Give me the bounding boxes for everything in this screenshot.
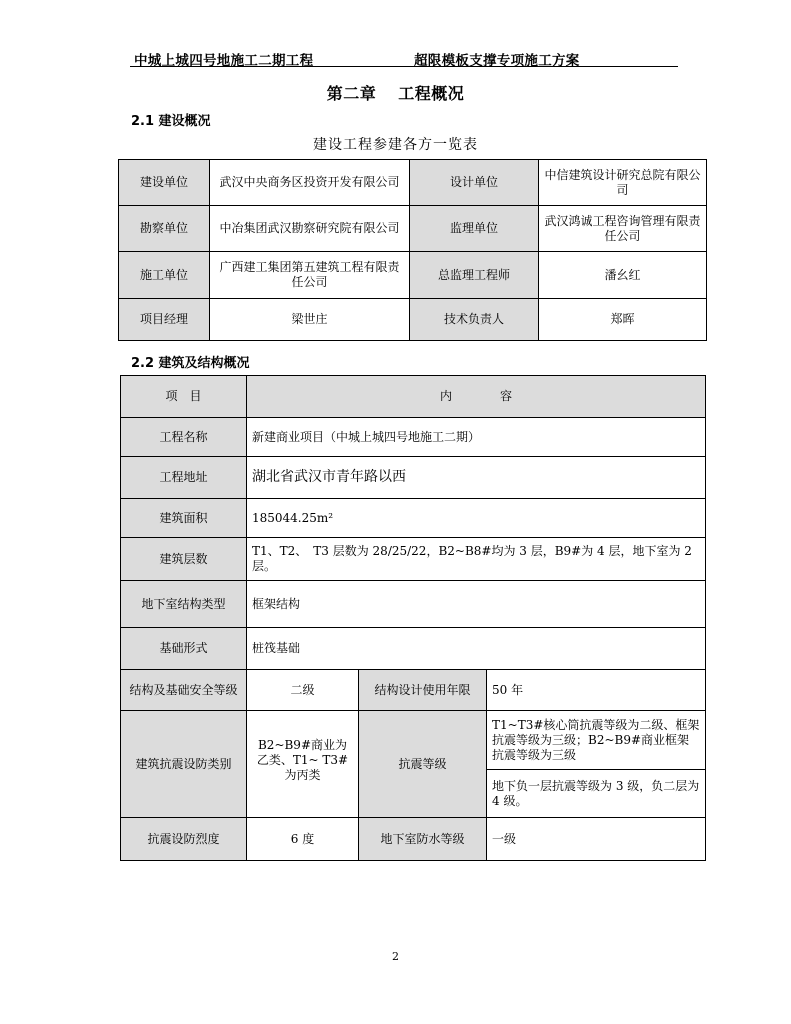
table-row: [119, 206, 707, 252]
waterproof-grade-label: 地下室防水等级: [359, 818, 487, 861]
floors-label: 建筑层数: [121, 538, 247, 581]
table-row: [119, 299, 707, 341]
address-label: 工程地址: [121, 457, 247, 499]
foundation-label: 基础形式: [121, 628, 247, 670]
table-cell: 潘幺红: [539, 252, 707, 299]
floors-value: T1、T2、 T3 层数为 28/25/22，B2~B8#均为 3 层，B9#为 4 层，地下室为 2 层。: [247, 538, 706, 581]
section-heading-2-2: 2.2 建筑及结构概况: [131, 356, 250, 371]
table-header-item: 项 目: [121, 376, 247, 418]
table-cell: 武汉鸿诚工程咨询管理有限责任公司: [539, 206, 707, 252]
table-row: [121, 670, 706, 711]
area-value: 185044.25m²: [247, 499, 706, 538]
table-header-row: [121, 376, 706, 418]
seismic-grade-value-2: 地下负一层抗震等级为 3 级，负二层为 4 级。: [487, 770, 706, 818]
service-life-value: 50 年: [487, 670, 706, 711]
service-life-label: 结构设计使用年限: [359, 670, 487, 711]
table-cell: 广西建工集团第五建筑工程有限责任公司: [210, 252, 410, 299]
table-cell: 总监理工程师: [410, 252, 539, 299]
chapter-title: [0, 81, 791, 104]
table-row: [121, 418, 706, 457]
area-label: 建筑面积: [121, 499, 247, 538]
table-cell: 中信建筑设计研究总院有限公司: [539, 160, 707, 206]
table-row: [121, 538, 706, 581]
table-cell: 建设单位: [119, 160, 210, 206]
table-caption: 建设工程参建各方一览表: [313, 137, 478, 153]
participants-table: [118, 159, 707, 341]
table-header-content: 内 容: [247, 376, 706, 418]
table-row: [121, 499, 706, 538]
table-row: [121, 711, 706, 770]
project-name-label: 工程名称: [121, 418, 247, 457]
table-cell: 监理单位: [410, 206, 539, 252]
address-value: 湖北省武汉市青年路以西: [247, 457, 706, 499]
table-cell: 武汉中央商务区投资开发有限公司: [210, 160, 410, 206]
header-project-name: 中城上城四号地施工二期工程: [134, 53, 314, 69]
table-cell: 技术负责人: [410, 299, 539, 341]
table-row: [121, 457, 706, 499]
table-cell: 郑晖: [539, 299, 707, 341]
safety-grade-label: 结构及基础安全等级: [121, 670, 247, 711]
seismic-intensity-value: 6 度: [247, 818, 359, 861]
table-row: [119, 160, 707, 206]
header-document-title: 超限模板支撑专项施工方案: [414, 53, 580, 69]
foundation-value: 桩筏基础: [247, 628, 706, 670]
chapter-number: 第二章: [326, 84, 377, 103]
safety-grade-value: 二级: [247, 670, 359, 711]
table-cell: 中冶集团武汉勘察研究院有限公司: [210, 206, 410, 252]
waterproof-grade-value: 一级: [487, 818, 706, 861]
structure-table: [120, 375, 706, 861]
table-cell: 设计单位: [410, 160, 539, 206]
seismic-intensity-label: 抗震设防烈度: [121, 818, 247, 861]
table-row: [121, 581, 706, 628]
seismic-grade-label: 抗震等级: [359, 711, 487, 818]
table-cell: 施工单位: [119, 252, 210, 299]
header-rule: [130, 66, 678, 67]
page-number: 2: [392, 950, 399, 963]
basement-structure-label: 地下室结构类型: [121, 581, 247, 628]
chapter-name: 工程概况: [398, 84, 465, 103]
seismic-category-value: B2~B9#商业为乙类、T1~ T3#为丙类: [247, 711, 359, 818]
project-name-value: 新建商业项目（中城上城四号地施工二期）: [247, 418, 706, 457]
table-row: [121, 628, 706, 670]
seismic-grade-value-1: T1~T3#核心筒抗震等级为二级、框架抗震等级为三级；B2~B9#商业框架抗震等级为三级: [487, 711, 706, 770]
table-cell: 项目经理: [119, 299, 210, 341]
section-heading-2-1: 2.1 建设概况: [131, 114, 211, 129]
table-row: [121, 818, 706, 861]
table-cell: 勘察单位: [119, 206, 210, 252]
table-cell: 梁世庄: [210, 299, 410, 341]
seismic-category-label: 建筑抗震设防类别: [121, 711, 247, 818]
table-row: [119, 252, 707, 299]
basement-structure-value: 框架结构: [247, 581, 706, 628]
